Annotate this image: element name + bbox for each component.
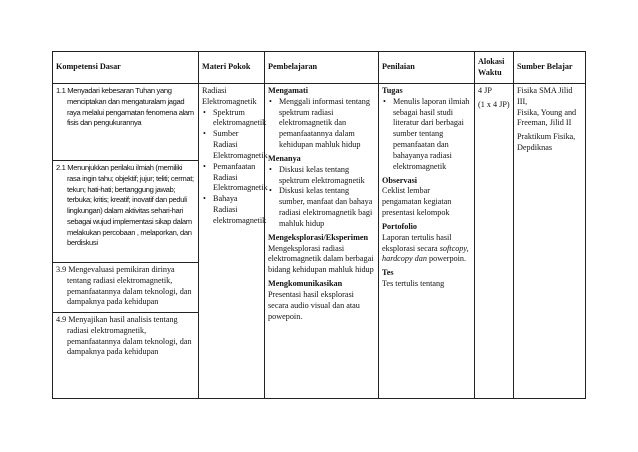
- tugas-title: Tugas: [382, 86, 403, 95]
- sumber-item: Praktikum Fisika, Depdiknas: [517, 132, 576, 153]
- pembelajaran-cell: [265, 84, 379, 399]
- materi-list: [202, 107, 268, 227]
- mengeksplorasi-title: Mengeksplorasi/Eksperimen: [268, 232, 369, 242]
- header-sumber-belajar: Sumber Belajar: [514, 52, 586, 84]
- mengeksplorasi-text: Mengeksplorasi radiasi elektromagnetik dalam berbagai bidang kehidupan mahluk hidup: [268, 243, 374, 275]
- kd-2-1: 2.1 Menunjukkan perilaku ilmiah (memiliki rasa ingin tahu; objektif; jujur; teliti; cermat; tekun; hati-hati; bertanggung jawab; terbuka; kritis; kreatif; inovatif dan peduli lingkungan) dalam aktivitas sehari-hari sebagai wujud implementasi sikap dalam melakukan percobaan , melaporkan, dan berdiskusi: [53, 161, 198, 263]
- portofolio-text-italic: softcopy, hardcopy dan: [382, 243, 469, 264]
- tes-text: Tes tertulis tentang: [382, 279, 445, 289]
- portofolio-title: Portofolio: [382, 221, 418, 231]
- menanya-item: • Diskusi kelas tentang sumber, manfaat dan bahaya radiasi elektromagnetik bagi mahluk hidup: [268, 186, 375, 229]
- materi-item: • Spektrum elektromagnetik: [202, 108, 261, 130]
- header-penilaian: Penilaian: [379, 52, 475, 84]
- observasi-title: Observasi: [382, 175, 418, 185]
- materi-pokok-cell: [199, 84, 268, 399]
- header-materi-pokok: Materi Pokok: [199, 52, 265, 84]
- header-pembelajaran: Pembelajaran: [265, 52, 379, 84]
- header-alokasi-waktu: Alokasi Waktu: [475, 52, 514, 84]
- sumber-item: Fisika SMA Jilid III,: [517, 86, 573, 106]
- menanya-list: [268, 165, 375, 230]
- header-kompetensi-dasar: Kompetensi Dasar: [53, 52, 199, 84]
- materi-item: • Bahaya Radiasi elektromagnetik: [202, 194, 261, 226]
- portofolio-text: [382, 233, 471, 265]
- content-row: [53, 84, 586, 399]
- sumber-item: Fisika, Young and Freeman, Jilid II: [517, 107, 577, 128]
- tugas-list: [382, 97, 471, 173]
- kd-4-9: 4.9 Menyajikan hasil analisis tentang radiasi elektromagnetik, pemanfaatannya dalam teknologi, dan dampaknya pada kehidupan: [56, 315, 192, 357]
- header-row: [53, 52, 586, 84]
- portofolio-text-pre: Laporan tertulis hasil eksplorasi secara: [382, 232, 452, 253]
- sumber-belajar-cell: [514, 84, 586, 399]
- alokasi-detail: (1 x 4 JP): [478, 99, 510, 109]
- menanya-item: • Diskusi kelas tentang spektrum elektromagnetik: [268, 165, 375, 187]
- mengamati-item: • Menggali informasi tentang spektrum radiasi elektromagnetik dan pemanfaatannya dalam kehidupan mahluk hidup: [268, 97, 375, 151]
- kd-1-1: 1.1 Menyadari kebesaran Tuhan yang menciptakan dan mengaturalam jagad raya melalui pengamatan fenomena alam fisis dan pengukurannya: [53, 84, 198, 161]
- tugas-item: • Menulis laporan ilmiah sebagai hasil studi literatur dari berbagai sumber tentang pemanfaatan dan bahayanya radiasi elektromagnetik: [382, 97, 471, 173]
- mengamati-list: [268, 97, 375, 151]
- alokasi-waktu-cell: [475, 84, 514, 399]
- observasi-text: Ceklist lembar pengamatan kegiatan presentasi kelompok: [382, 186, 452, 218]
- materi-item: • Sumber Radiasi Elektromagnetik: [202, 129, 261, 161]
- materi-item: • Pemanfaatan Radiasi Elektromagnetik: [202, 162, 261, 194]
- mengkomunikasikan-text: Presentasi hasil eksplorasi secara audio visual dan atau powepoin.: [268, 289, 360, 321]
- mengamati-title: Mengamati: [268, 86, 309, 95]
- mengkomunikasikan-title: Mengkomunikasikan: [268, 279, 343, 289]
- kompetensi-dasar-cell: [53, 84, 199, 399]
- portofolio-text-post: powerpoin.: [426, 254, 467, 264]
- penilaian-cell: [379, 84, 475, 399]
- syllabus-table: [52, 51, 586, 399]
- menanya-title: Menanya: [268, 153, 301, 163]
- tes-title: Tes: [382, 268, 394, 278]
- materi-heading: Radiasi Elektromagnetik: [202, 86, 257, 106]
- alokasi-jp: 4 JP: [478, 86, 492, 95]
- kd-3-9: 3.9 Mengevaluasi pemikiran dirinya tentang radiasi elektromagnetik, pemanfaatannya dalam teknologi, dan dampaknya pada kehidupan: [53, 263, 198, 313]
